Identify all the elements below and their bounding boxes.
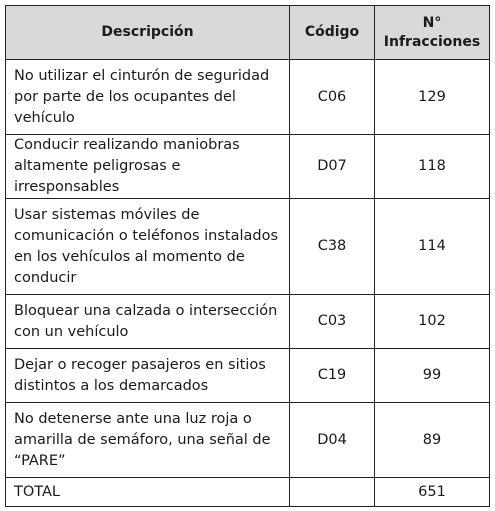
table-row: [6, 60, 490, 135]
row-count: 99: [375, 349, 490, 403]
header-description: Descripción: [6, 6, 290, 60]
row-code: C03: [290, 295, 375, 349]
row-code: D04: [290, 403, 375, 478]
total-row: [6, 478, 490, 507]
infractions-table: [5, 5, 490, 507]
table-header: [6, 6, 490, 60]
row-count: 89: [375, 403, 490, 478]
table-body: [6, 60, 490, 507]
table-row: [6, 199, 490, 295]
table-row: [6, 295, 490, 349]
header-code: Código: [290, 6, 375, 60]
header-row: [6, 6, 490, 60]
row-code: C06: [290, 60, 375, 135]
table-row: [6, 349, 490, 403]
row-count: 129: [375, 60, 490, 135]
row-description: Usar sistemas móviles de comunicación o teléfonos instalados en los vehículos al momento de conducir: [6, 199, 290, 295]
row-description: Dejar o recoger pasajeros en sitios distintos a los demarcados: [6, 349, 290, 403]
row-description: No detenerse ante una luz roja o amarilla de semáforo, una señal de “PARE”: [6, 403, 290, 478]
row-code: C19: [290, 349, 375, 403]
row-description: Bloquear una calzada o intersección con un vehículo: [6, 295, 290, 349]
row-code: D07: [290, 135, 375, 199]
total-count: 651: [375, 478, 490, 507]
table-row: [6, 403, 490, 478]
total-code: [290, 478, 375, 507]
row-description: No utilizar el cinturón de seguridad por parte de los ocupantes del vehículo: [6, 60, 290, 135]
header-count: [375, 6, 490, 60]
table-row: [6, 135, 490, 199]
row-description: Conducir realizando maniobras altamente peligrosas e irresponsables: [6, 135, 290, 199]
header-count-line1: N°: [422, 14, 442, 31]
row-code: C38: [290, 199, 375, 295]
total-label: TOTAL: [6, 478, 290, 507]
row-count: 102: [375, 295, 490, 349]
header-count-line2: Infracciones: [383, 33, 481, 50]
row-count: 114: [375, 199, 490, 295]
row-count: 118: [375, 135, 490, 199]
